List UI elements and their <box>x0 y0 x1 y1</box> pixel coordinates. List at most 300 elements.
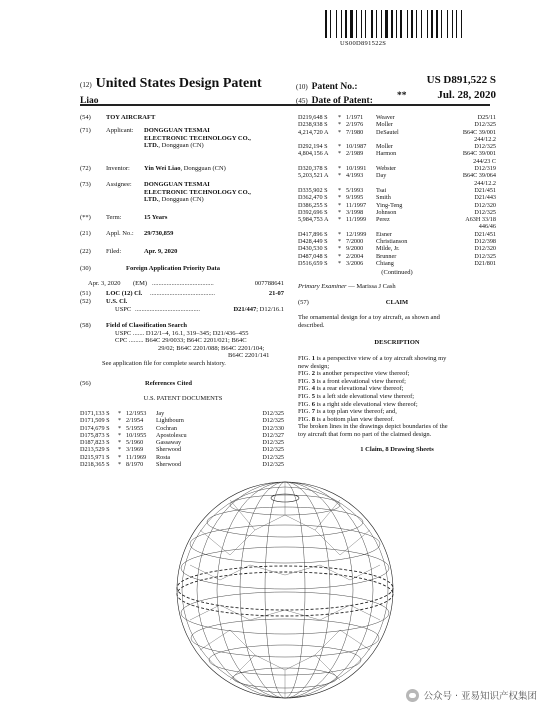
ref-class: 446/46 <box>478 223 496 231</box>
barcode-bar <box>414 10 415 38</box>
patent-no-label: Patent No.: <box>311 82 358 92</box>
field-code: (**) <box>80 214 91 221</box>
ref-name: Cochran <box>156 424 177 432</box>
reference-row <box>298 223 496 230</box>
ref-class: D12/327 <box>262 431 284 439</box>
reference-row <box>298 180 496 187</box>
ref-star: * <box>118 417 122 425</box>
reference-row <box>298 238 496 245</box>
barcode-bar <box>367 10 370 38</box>
barcode-bar <box>439 10 440 38</box>
ref-date: 2/1976 <box>346 121 364 129</box>
reference-row <box>80 425 284 432</box>
fig-text: is a right side elevational view thereof; <box>314 400 418 408</box>
primary-examiner <box>298 283 496 291</box>
assignee-line-3: LTD. <box>144 196 159 204</box>
ref-name: Webster <box>376 165 397 173</box>
barcode-bar <box>449 10 451 38</box>
figure-descriptions <box>298 355 498 439</box>
ref-star: * <box>118 446 122 454</box>
barcode-bar <box>454 10 455 38</box>
continued-note <box>298 269 496 277</box>
ref-name: Perez <box>376 216 390 224</box>
search-cpc-3: B64C 2201/141 <box>228 352 270 360</box>
ref-number: D487,048 S <box>298 252 328 260</box>
inventor-label: Inventor: <box>106 165 130 172</box>
ref-number: 4,214,720 A <box>298 128 329 136</box>
barcode-bar <box>325 10 327 38</box>
barcode-bar <box>421 10 422 38</box>
claims-summary <box>298 446 496 454</box>
ref-class: B64C 39/064 <box>462 172 496 180</box>
barcode-bar <box>348 10 349 38</box>
us-cl-value: D21/447 <box>233 306 257 313</box>
reference-row <box>298 158 496 165</box>
field-56-references <box>80 380 286 388</box>
patent-no-code: (10) <box>296 83 308 91</box>
fig-text: The broken lines in the drawings depict boundaries of the <box>298 423 448 431</box>
figure-description-line <box>298 385 498 393</box>
ref-name: Moller <box>376 143 393 151</box>
ref-number: D430,530 S <box>298 245 328 253</box>
ref-number: 4,804,156 A <box>298 150 329 158</box>
ref-name: Lightbourn <box>156 417 184 425</box>
ref-number: D335,902 S <box>298 186 328 194</box>
ref-star: * <box>338 172 342 180</box>
ref-star: * <box>118 453 122 461</box>
ref-name: Milde, Jr. <box>376 245 400 253</box>
ref-name: Brunner <box>376 252 397 260</box>
fig-number: 7 <box>311 408 315 416</box>
ref-number: D171,133 S <box>80 410 110 417</box>
watermark <box>406 688 537 702</box>
search-cpc: CPC ......... B64C 29/0033; B64C 2201/021; B64C <box>115 337 247 345</box>
ref-number: D320,378 S <box>298 165 328 173</box>
ref-star: * <box>338 128 342 136</box>
reference-row <box>298 231 496 238</box>
reference-row <box>298 136 496 143</box>
search-history-note: See application file for complete search history. <box>102 360 226 367</box>
sphere-lattice <box>190 482 380 698</box>
ref-name: Sherwood <box>156 461 182 469</box>
ref-number: 5,984,753 A <box>298 216 329 224</box>
ref-name: Eisner <box>376 230 392 238</box>
barcode-bar <box>391 10 393 38</box>
barcode-bar <box>458 10 460 38</box>
reference-row <box>298 260 496 267</box>
fig-prefix: FIG. <box>298 355 312 362</box>
toy-aircraft-drawing <box>160 470 410 705</box>
ref-date: 2/2004 <box>346 252 364 260</box>
barcode-bar <box>452 10 453 38</box>
field-code: (72) <box>80 165 91 172</box>
loc-value: 21-07 <box>268 290 284 297</box>
examiner-label: Primary Examiner <box>298 283 347 290</box>
ref-name: Chiang <box>376 259 394 267</box>
ref-date: 12/1953 <box>126 410 147 417</box>
ref-class: 244/23 C <box>473 157 496 165</box>
field-54 <box>80 114 280 122</box>
ref-star: * <box>118 410 122 417</box>
us-patent-documents-heading <box>80 395 286 403</box>
ref-number: D238,938 S <box>298 121 328 129</box>
field-term <box>80 214 280 222</box>
barcode-bar <box>365 10 366 38</box>
field-51-loc <box>80 290 284 298</box>
ref-number: D516,659 S <box>298 259 328 267</box>
field-58-search <box>80 322 286 374</box>
ref-class: D12/320 <box>474 245 496 253</box>
watermark-text: 公众号 · 亚易知识产权集团 <box>423 691 537 702</box>
ref-date: 7/2000 <box>346 238 364 246</box>
field-71-applicant <box>80 127 280 159</box>
ref-date: 3/1969 <box>126 446 144 454</box>
barcode-bar <box>363 10 364 38</box>
applicant-line-3: LTD. <box>144 142 159 150</box>
barcode-bar <box>374 10 375 38</box>
applicant-line-1: DONGGUAN TESMAI <box>144 127 210 134</box>
ref-number: D386,255 S <box>298 201 328 209</box>
ref-star: * <box>338 216 342 224</box>
barcode-bar <box>436 10 438 38</box>
reference-row <box>80 417 284 424</box>
ref-class: D25/11 <box>477 114 496 121</box>
claim-text-line-2: described. <box>298 321 325 329</box>
ref-star: * <box>338 259 342 267</box>
ref-star: * <box>118 431 122 439</box>
field-code: (71) <box>80 127 91 134</box>
barcode-bar <box>371 10 373 38</box>
field-code: (30) <box>80 265 91 272</box>
barcode-bar <box>434 10 435 38</box>
barcode-bar <box>345 10 347 38</box>
field-30-priority <box>80 265 280 273</box>
ref-date: 11/1999 <box>346 216 367 224</box>
ref-class: D21/451 <box>474 230 496 238</box>
ref-name: Jay <box>156 410 165 417</box>
ref-class: B64C 39/001 <box>462 128 496 136</box>
barcode-bar <box>407 10 408 38</box>
ref-star: * <box>338 208 342 216</box>
field-code: (51) <box>80 290 91 297</box>
field-code: (56) <box>80 380 91 387</box>
ref-number: D392,696 S <box>298 208 328 216</box>
ref-class: A63H 33/18 <box>465 216 496 224</box>
fig-prefix: FIG. <box>298 408 312 416</box>
fig-prefix: FIG. <box>298 400 312 408</box>
ref-class: D21/443 <box>474 194 496 202</box>
barcode-bar <box>356 10 357 38</box>
field-52-us-cl <box>80 298 284 316</box>
ref-name: Moller <box>376 121 393 129</box>
barcode-bar <box>341 10 342 38</box>
ref-date: 4/1993 <box>346 172 364 180</box>
search-uspc: USPC ....... D12/1–4, 16.1, 319–345; D21/436–455 <box>115 329 249 337</box>
search-title: Field of Classification Search <box>106 322 187 329</box>
examiner-name: — Marissa J Cash <box>346 283 396 290</box>
field-22-filed <box>80 248 280 256</box>
barcode-bar <box>411 10 413 38</box>
claims-summary-text: 1 Claim, 8 Drawing Sheets <box>360 446 434 453</box>
reference-row <box>80 461 284 468</box>
reference-row <box>80 410 284 417</box>
leader-dots: ........................................ <box>150 290 215 297</box>
ref-name: Tsai <box>376 186 387 194</box>
ref-class: D12/325 <box>474 208 496 216</box>
field-21-appl-no <box>80 230 280 238</box>
barcode-bar <box>328 10 329 38</box>
sphere-latitudes <box>181 495 389 688</box>
reference-row <box>298 194 496 201</box>
references-title: References Cited <box>145 380 192 387</box>
field-72-inventor <box>80 165 280 173</box>
claim-text <box>298 314 498 329</box>
ref-number: D428,449 S <box>298 238 328 246</box>
claim-text-line-1: The ornamental design for a toy aircraft, as shown and <box>298 314 440 321</box>
ref-number: D174,679 S <box>80 424 110 432</box>
barcode-bar <box>376 10 377 38</box>
ref-number: D215,971 S <box>80 453 110 461</box>
field-code: (21) <box>80 230 91 237</box>
priority-number: 007788641 <box>254 280 284 287</box>
equator-band <box>177 566 393 616</box>
ref-class: D12/325 <box>262 410 284 417</box>
fig-number: 5 <box>311 392 315 400</box>
appl-no-label: Appl. No.: <box>106 230 134 237</box>
figure-description-line <box>298 378 498 386</box>
barcode-bar <box>396 10 397 38</box>
assignee-line-1: DONGGUAN TESMAI <box>144 181 210 188</box>
field-code: (54) <box>80 114 91 121</box>
ref-name: Weaver <box>376 114 395 121</box>
barcode-bar <box>398 10 399 38</box>
uspc-label: USPC <box>115 306 132 313</box>
barcode-bar <box>427 10 428 38</box>
ref-star: * <box>338 238 342 246</box>
title-code: (12) <box>80 81 92 89</box>
left-references-table <box>80 410 284 468</box>
fig-text: is a perspective view of a toy aircraft showing my <box>314 355 447 362</box>
barcode-bar <box>385 10 388 38</box>
barcode-bar <box>378 10 380 38</box>
ref-number: D292,194 S <box>298 143 328 151</box>
loc-label: LOC (12) Cl. <box>106 290 143 297</box>
patent-type-title: United States Design Patent <box>95 76 262 91</box>
figure-description-line <box>298 370 498 378</box>
wechat-icon <box>406 689 419 702</box>
ref-class: D12/330 <box>262 424 284 432</box>
reference-row <box>80 446 284 453</box>
barcode-bar <box>441 10 442 38</box>
ref-star: * <box>338 150 342 158</box>
fig-prefix: FIG. <box>298 370 312 378</box>
inventor-name: Yin Wei Liao <box>144 165 181 172</box>
ref-number: D175,873 S <box>80 431 110 439</box>
fig-number: 6 <box>311 400 315 408</box>
ref-name: Christianson <box>376 238 408 246</box>
figure-description-line <box>298 401 498 409</box>
figure-description-line <box>298 393 498 401</box>
figure-description-line <box>298 431 498 439</box>
ref-class: D12/325 <box>474 252 496 260</box>
ref-class: B64C 39/001 <box>462 150 496 158</box>
right-references-table <box>298 114 496 267</box>
ref-date: 11/1969 <box>126 453 147 461</box>
date-code: (45) <box>296 97 308 105</box>
figure-description-line <box>298 416 498 424</box>
barcode-bar <box>431 10 433 38</box>
claim-code: (57) <box>298 299 309 306</box>
field-73-assignee <box>80 181 280 213</box>
fig-number: 8 <box>311 415 315 423</box>
ref-star: * <box>338 143 342 151</box>
ref-name: Harmon <box>376 150 397 158</box>
ref-name: Smith <box>376 194 391 202</box>
figure-description-line <box>298 355 498 363</box>
ref-date: 11/1997 <box>346 201 367 209</box>
barcode-bar <box>383 10 384 38</box>
reference-row <box>298 143 496 150</box>
ref-date: 5/1960 <box>126 439 144 447</box>
field-code: (73) <box>80 181 91 188</box>
barcode-bar <box>456 10 457 38</box>
patent-title-line <box>80 74 262 92</box>
fig-text: is a bottom plan view thereof. <box>314 415 395 423</box>
ref-number: D213,529 S <box>80 446 110 454</box>
barcode-bar <box>409 10 410 38</box>
barcode-bar <box>418 10 420 38</box>
ref-date: 5/1993 <box>346 186 364 194</box>
reference-row <box>298 202 496 209</box>
ref-class: 244/12.2 <box>474 179 496 187</box>
ref-date: 12/1999 <box>346 230 367 238</box>
ref-class: D12/325 <box>262 417 284 425</box>
figure-description-line <box>298 423 498 431</box>
priority-title: Foreign Application Priority Data <box>126 265 220 272</box>
ref-date: 7/1980 <box>346 128 364 136</box>
ref-number: D218,365 S <box>80 461 110 469</box>
description-title: DESCRIPTION <box>374 339 420 346</box>
barcode-bar <box>343 10 344 38</box>
barcode-bar <box>429 10 430 38</box>
ref-star: * <box>338 165 342 173</box>
fig-prefix: FIG. <box>298 415 312 423</box>
ref-name: Sherwood <box>156 446 182 454</box>
ref-star: * <box>338 252 342 260</box>
claim-title: CLAIM <box>385 299 409 306</box>
barcode-bar <box>443 10 446 38</box>
ref-date: 10/1987 <box>346 143 367 151</box>
barcode-bar <box>358 10 360 38</box>
fig-text: is a rear elevational view thereof; <box>314 385 404 393</box>
ref-star: * <box>338 114 342 121</box>
ref-number: D171,509 S <box>80 417 110 425</box>
barcode-bar <box>361 10 362 38</box>
description-heading <box>298 339 496 347</box>
reference-row <box>298 129 496 136</box>
ref-star: * <box>338 194 342 202</box>
ref-class: D21/801 <box>474 259 496 267</box>
us-cl-label: U.S. Cl. <box>106 298 128 305</box>
ref-star: * <box>338 245 342 253</box>
ref-date: 3/1998 <box>346 208 364 216</box>
appl-no-value: 29/730,859 <box>144 230 174 237</box>
reference-row <box>298 245 496 252</box>
barcode-number: US00D891522S <box>340 40 387 47</box>
reference-row <box>298 172 496 179</box>
ref-class: D12/325 <box>262 446 284 454</box>
barcode-bar <box>389 10 390 38</box>
fig-text: is a front elevational view thereof; <box>314 377 406 385</box>
ref-name: DeSautel <box>376 128 399 136</box>
barcode-bar <box>461 10 462 38</box>
ref-number: 5,203,521 A <box>298 172 329 180</box>
figure-description-line <box>298 363 498 371</box>
ref-class: D12/320 <box>474 201 496 209</box>
ref-date: 1/1971 <box>346 114 364 121</box>
ref-star: * <box>338 121 342 129</box>
us-cl-value-2: ; D12/16.1 <box>256 306 284 313</box>
applicant-city: , Dongguan (CN) <box>158 142 204 150</box>
applicant-label: Applicant: <box>106 127 134 134</box>
continued-text: (Continued) <box>381 269 413 276</box>
leader-dots: ........................................ <box>135 306 200 313</box>
reference-row <box>80 439 284 446</box>
header-rule <box>80 104 490 106</box>
field-code: (58) <box>80 322 91 329</box>
priority-country: (EM) <box>133 280 148 287</box>
reference-row <box>298 187 496 194</box>
assignee-line-2: ELECTRONIC TECHNOLOGY CO., <box>144 188 251 196</box>
ref-class: D12/325 <box>262 439 284 447</box>
ref-date: 2/1954 <box>126 417 144 425</box>
ref-class: D12/325 <box>474 121 496 129</box>
ref-star: * <box>338 186 342 194</box>
reference-row <box>298 150 496 157</box>
inventor-surname-text: Liao <box>80 96 99 106</box>
fig-text: toy aircraft that form no part of the claimed design. <box>298 430 432 438</box>
ref-star: * <box>118 424 122 432</box>
ref-star: * <box>338 201 342 209</box>
fig-number: 1 <box>311 355 315 362</box>
ref-class: D12/325 <box>474 143 496 151</box>
reference-row <box>298 209 496 216</box>
ref-date: 10/1991 <box>346 165 367 173</box>
ref-star: * <box>118 461 122 469</box>
fig-number: 3 <box>311 377 315 385</box>
ref-name: Johnson <box>376 208 397 216</box>
us-docs-subtitle: U.S. PATENT DOCUMENTS <box>143 395 223 402</box>
filed-label: Filed: <box>106 248 122 255</box>
leader-dots: ...................................... <box>152 280 214 287</box>
fig-text: new design; <box>298 362 330 370</box>
fig-prefix: FIG. <box>298 377 312 385</box>
ref-class: 244/12.2 <box>474 135 496 143</box>
barcode-bar <box>338 10 340 38</box>
priority-entry <box>88 280 284 288</box>
barcode-bar <box>447 10 448 38</box>
reference-row <box>298 216 496 223</box>
ref-date: 9/1995 <box>346 194 364 202</box>
term-label: Term: <box>106 214 122 221</box>
ref-class: D12/398 <box>474 238 496 246</box>
barcode-bar <box>416 10 417 38</box>
assignee-city: , Dongguan (CN) <box>158 196 204 204</box>
barcode-bar <box>400 10 402 38</box>
ref-number: D362,470 S <box>298 194 328 202</box>
barcode-bar <box>330 10 331 38</box>
barcode-bar <box>381 10 382 38</box>
